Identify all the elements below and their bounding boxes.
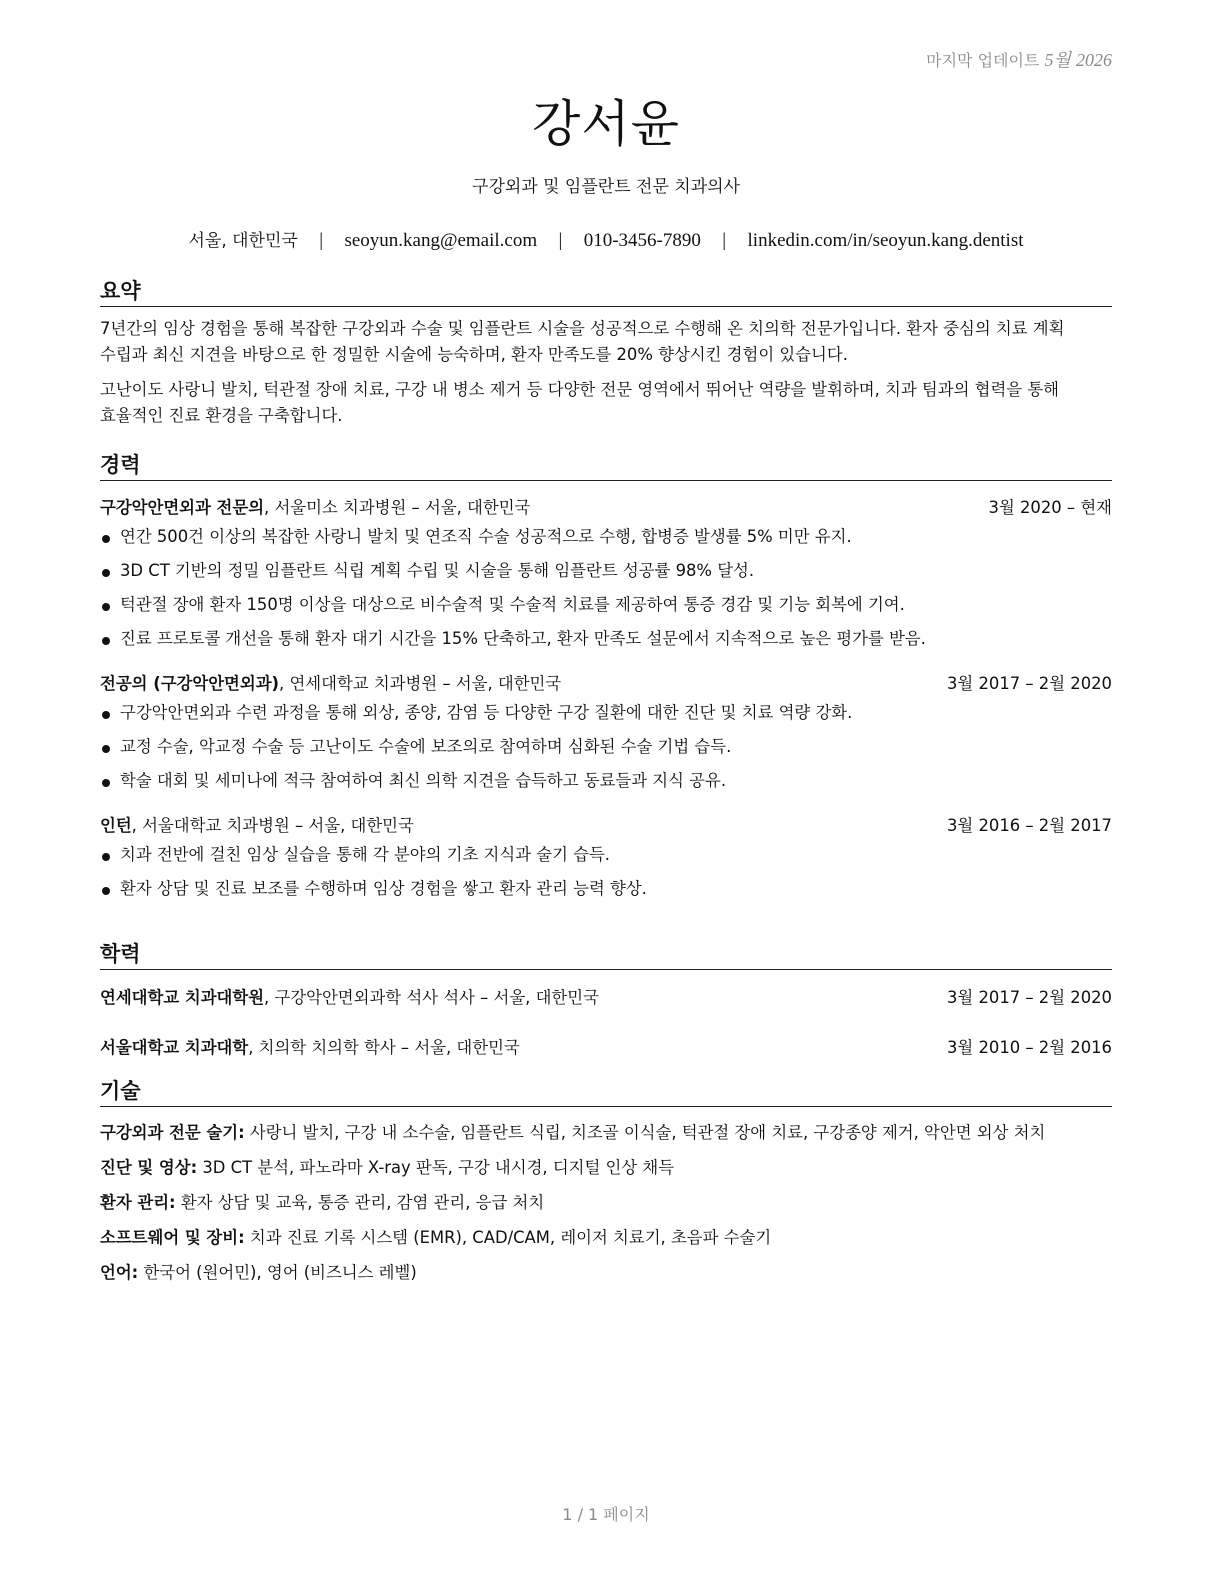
contact-line: [100, 226, 1112, 252]
last-updated: [926, 46, 1112, 72]
education-detail: , 치의학 치의학 학사 – 서울, 대한민국: [248, 1038, 520, 1057]
experience-entry: [100, 670, 1112, 800]
education-detail: , 구강악안면외과학 석사 석사 – 서울, 대한민국: [264, 988, 599, 1007]
skill-item: [100, 1225, 1112, 1251]
skill-value: 3D CT 분석, 파노라마 X-ray 판독, 구강 내시경, 디지털 인상 채득: [202, 1158, 675, 1177]
skill-value: 한국어 (원어민), 영어 (비즈니스 레벨): [143, 1263, 417, 1282]
list-item: 연간 500건 이상의 복잡한 사랑니 발치 및 연조직 수술 성공적으로 수행, 합병증 발생률 5% 미만 유지.: [100, 522, 1112, 556]
skill-label: 구강외과 전문 술기:: [100, 1123, 245, 1142]
education-date: 3월 2017 – 2월 2020: [947, 988, 1112, 1007]
candidate-name: 강서윤: [532, 95, 680, 153]
summary-section: [100, 278, 1112, 429]
list-item: 3D CT 기반의 정밀 임플란트 식립 계획 수립 및 시술을 통해 임플란트 성공률 98% 달성.: [100, 556, 1112, 590]
education-entry: [100, 984, 1112, 1012]
list-item: 교정 수술, 악교정 수술 등 고난이도 수술에 보조의로 참여하며 심화된 수술 기법 습득.: [100, 732, 1112, 766]
bullet-list: [100, 840, 1112, 908]
skill-value: 환자 상담 및 교육, 통증 관리, 감염 관리, 응급 처치: [180, 1193, 545, 1212]
education-date: 3월 2010 – 2월 2016: [947, 1038, 1112, 1057]
last-updated-year: 2026: [1076, 50, 1112, 70]
entry-org: , 연세대학교 치과병원 – 서울, 대한민국: [279, 674, 562, 693]
entry-org: , 서울대학교 치과병원 – 서울, 대한민국: [131, 816, 414, 835]
skill-label: 환자 관리:: [100, 1193, 176, 1212]
resume-page: [100, 0, 1112, 1584]
section-title: 기술: [100, 1078, 1112, 1107]
page-footer: 1 / 1 페이지: [562, 1505, 650, 1524]
bullet-icon: [102, 637, 110, 645]
contact-location: 서울, 대한민국: [188, 231, 298, 251]
education-entry: [100, 1034, 1112, 1062]
last-updated-label: 마지막 업데이트: [926, 51, 1040, 70]
bullet-icon: [102, 853, 110, 861]
bullet-icon: [102, 779, 110, 787]
summary-paragraph: 7년간의 임상 경험을 통해 복잡한 구강외과 수술 및 임플란트 시술을 성공적으로 수행해 온 치의학 전문가입니다. 환자 중심의 치료 계획 수립과 최신 지견을 바탕으로 한 정밀한 시술에 능숙하며, 환자 만족도를 20% 향상시킨 경험이 있습니다.: [100, 319, 1065, 364]
skill-value: 사랑니 발치, 구강 내 소수술, 임플란트 식립, 치조골 이식술, 턱관절 장애 치료, 구강종양 제거, 악안면 외상 처치: [249, 1123, 1046, 1142]
education-school: 서울대학교 치과대학: [100, 1038, 249, 1057]
contact-separator: |: [319, 230, 324, 251]
bullet-icon: [102, 745, 110, 753]
entry-date: 3월 2020 – 현재: [988, 498, 1112, 517]
skills-section: [100, 1078, 1112, 1295]
entry-header: [100, 494, 1112, 522]
skill-label: 진단 및 영상:: [100, 1158, 198, 1177]
entry-role: 전공의 (구강악안면외과): [100, 674, 280, 693]
list-item: 환자 상담 및 진료 보조를 수행하며 임상 경험을 쌓고 환자 관리 능력 향상.: [100, 874, 1112, 908]
education-section: [100, 941, 1112, 1062]
candidate-headline: 구강외과 및 임플란트 전문 치과의사: [472, 177, 740, 197]
skill-value: 치과 진료 기록 시스템 (EMR), CAD/CAM, 레이저 치료기, 초음파 수술기: [249, 1228, 772, 1247]
contact-linkedin[interactable]: linkedin.com/in/seoyun.kang.dentist: [747, 230, 1024, 251]
bullet-icon: [102, 711, 110, 719]
bullet-list: [100, 698, 1112, 800]
skills-list: [100, 1120, 1112, 1286]
skill-item: [100, 1260, 1112, 1286]
summary-paragraph: 고난이도 사랑니 발치, 턱관절 장애 치료, 구강 내 병소 제거 등 다양한 전문 영역에서 뛰어난 역량을 발휘하며, 치과 팀과의 협력을 통해 효율적인 진료 환경을 구축합니다.: [100, 380, 1059, 425]
skill-item: [100, 1190, 1112, 1216]
experience-entry: [100, 494, 1112, 658]
entry-role: 인턴: [100, 816, 132, 835]
experience-entry: [100, 812, 1112, 908]
entry-org: , 서울미소 치과병원 – 서울, 대한민국: [264, 498, 531, 517]
contact-phone: 010-3456-7890: [583, 230, 701, 251]
list-item: 치과 전반에 걸친 임상 실습을 통해 각 분야의 기초 지식과 술기 습득.: [100, 840, 1112, 874]
skill-label: 언어:: [100, 1263, 139, 1282]
bullet-icon: [102, 535, 110, 543]
list-item: 턱관절 장애 환자 150명 이상을 대상으로 비수술적 및 수술적 치료를 제공하여 통증 경감 및 기능 회복에 기여.: [100, 590, 1112, 624]
entry-role: 구강악안면외과 전문의: [100, 498, 265, 517]
section-title: 경력: [100, 452, 1112, 481]
entry-date: 3월 2017 – 2월 2020: [947, 674, 1112, 693]
bullet-icon: [102, 569, 110, 577]
bullet-icon: [102, 603, 110, 611]
skill-item: [100, 1155, 1112, 1181]
list-item: 진료 프로토콜 개선을 통해 환자 대기 시간을 15% 단축하고, 환자 만족도 설문에서 지속적으로 높은 평가를 받음.: [100, 624, 1112, 658]
skill-label: 소프트웨어 및 장비:: [100, 1228, 245, 1247]
section-title: 학력: [100, 941, 1112, 970]
entry-header: [100, 812, 1112, 840]
bullet-list: [100, 522, 1112, 658]
list-item: 학술 대회 및 세미나에 적극 참여하여 최신 의학 지견을 습득하고 동료들과 지식 공유.: [100, 766, 1112, 800]
skill-item: [100, 1120, 1112, 1146]
last-updated-month: 5월: [1044, 50, 1071, 70]
list-item: 구강악안면외과 수련 과정을 통해 외상, 종양, 감염 등 다양한 구강 질환에 대한 진단 및 치료 역량 강화.: [100, 698, 1112, 732]
contact-separator: |: [558, 230, 563, 251]
entry-date: 3월 2016 – 2월 2017: [947, 816, 1112, 835]
experience-section: [100, 452, 1112, 908]
contact-email[interactable]: seoyun.kang@email.com: [344, 230, 538, 251]
entry-header: [100, 670, 1112, 698]
education-school: 연세대학교 치과대학원: [100, 988, 265, 1007]
bullet-icon: [102, 887, 110, 895]
contact-separator: |: [722, 230, 727, 251]
section-title: 요약: [100, 278, 1112, 307]
